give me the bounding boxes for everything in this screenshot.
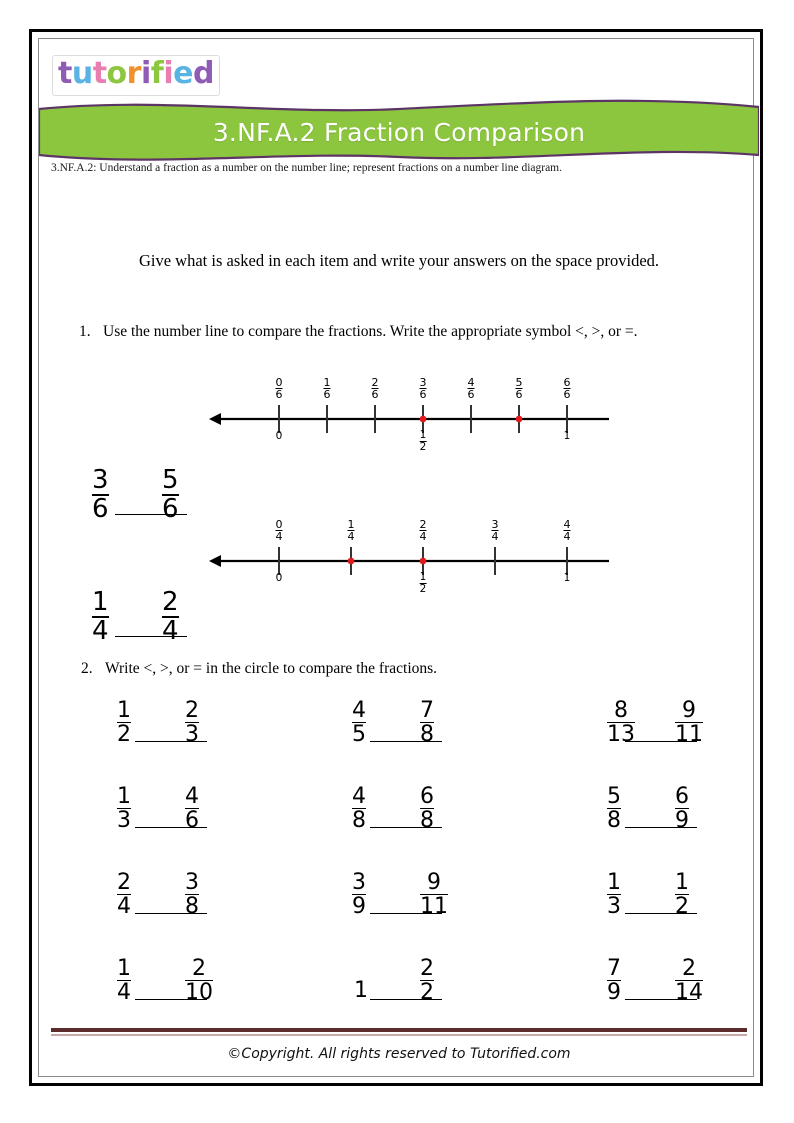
top-fraction-5-numerator: 5 <box>515 376 523 389</box>
item-right-fraction <box>675 785 689 832</box>
comparison-answer-blank[interactable] <box>370 827 442 828</box>
item-left-fraction <box>117 871 131 918</box>
top-fraction-1 <box>348 519 355 543</box>
numberline-top-label-0 <box>276 377 283 401</box>
top-fraction-2-denominator: 6 <box>371 388 379 402</box>
item-right-denominator: 9 <box>675 808 689 834</box>
top-fraction-3 <box>492 519 499 543</box>
logo-letter-7: i <box>163 56 174 91</box>
item-left-fraction <box>607 699 635 746</box>
numberline-answer-left-fraction <box>92 589 109 644</box>
top-fraction-2-numerator: 2 <box>371 376 379 389</box>
numberline-bottom-label-4: 1 <box>563 572 571 584</box>
comparison-item <box>109 957 309 1035</box>
number-line-sixths <box>149 375 599 475</box>
item-right-fraction <box>185 785 199 832</box>
numberline-bottom-label-2 <box>420 572 427 595</box>
item-right-numerator: 7 <box>420 698 434 723</box>
logo-letter-2: t <box>92 56 107 91</box>
item-left-denominator: 3 <box>607 894 621 920</box>
item-left-fraction <box>352 785 366 832</box>
numberline-top-label-2 <box>420 519 427 543</box>
bottom-fraction-2-numerator: 1 <box>419 571 427 583</box>
item-left-denominator: 5 <box>352 722 366 748</box>
item-right-numerator: 2 <box>185 698 199 723</box>
right-denominator: 6 <box>162 493 179 524</box>
top-fraction-0 <box>276 519 283 543</box>
top-fraction-1-numerator: 1 <box>347 518 355 531</box>
item-right-denominator: 8 <box>420 808 434 834</box>
item-right-numerator: 2 <box>420 956 434 981</box>
item-right-fraction <box>675 957 703 1004</box>
footer-copyright: ©Copyright. All rights reserved to Tutorified.com <box>227 1046 571 1062</box>
item-left-numerator: 4 <box>352 784 366 809</box>
numberline-top-label-4 <box>564 519 571 543</box>
item-right-numerator: 6 <box>675 784 689 809</box>
bottom-fraction-2 <box>420 572 427 595</box>
item-right-numerator: 6 <box>420 784 434 809</box>
comparison-answer-blank[interactable] <box>625 741 697 742</box>
item-right-numerator: 9 <box>682 698 696 723</box>
marked-point-1 <box>348 558 355 565</box>
item-right-denominator: 2 <box>420 980 434 1006</box>
top-fraction-0-denominator: 6 <box>275 388 283 402</box>
footer-bar-primary <box>51 1028 747 1032</box>
top-fraction-4 <box>564 519 571 543</box>
comparison-item <box>344 871 544 949</box>
numberline-answer-row-2 <box>57 589 277 649</box>
top-fraction-2-numerator: 2 <box>419 518 427 531</box>
item-right-fraction <box>185 699 199 746</box>
comparison-answer-blank[interactable] <box>370 999 442 1000</box>
item-right-fraction <box>675 871 689 918</box>
top-fraction-6-denominator: 6 <box>563 388 571 402</box>
question-2-number: 2. <box>81 660 93 677</box>
logo-letter-0: t <box>58 56 72 91</box>
bottom-fraction-3-denominator: 2 <box>419 440 427 453</box>
item-left-denominator: 13 <box>607 722 635 748</box>
top-fraction-5 <box>516 377 523 401</box>
item-left-numerator: 1 <box>117 784 131 809</box>
numberline-answer-left-fraction <box>92 467 109 522</box>
numberline-top-label-2 <box>372 377 379 401</box>
top-fraction-4-numerator: 4 <box>467 376 475 389</box>
comparison-item <box>344 785 544 863</box>
numberline-bottom-label-6: 1 <box>563 430 571 442</box>
numberline-bottom-label-0: 0 <box>275 572 283 584</box>
item-right-fraction <box>185 871 199 918</box>
item-right-fraction <box>675 699 703 746</box>
logo-letter-8: e <box>173 56 193 91</box>
comparison-items-grid <box>39 699 759 1059</box>
item-right-denominator: 6 <box>185 808 199 834</box>
comparison-answer-blank[interactable] <box>135 741 207 742</box>
item-right-fraction <box>185 957 213 1004</box>
number-line-axis <box>149 375 609 475</box>
marked-point-5 <box>516 416 523 423</box>
comparison-item <box>344 957 544 1035</box>
question-2-text: Write <, >, or = in the circle to compare the fractions. <box>105 660 438 677</box>
top-fraction-1 <box>324 377 331 401</box>
top-fraction-3 <box>420 377 427 401</box>
item-left-denominator: 4 <box>117 894 131 920</box>
item-right-fraction <box>420 871 448 918</box>
top-fraction-2 <box>372 377 379 401</box>
worksheet-inner-border <box>38 38 754 1077</box>
logo-letter-6: f <box>150 56 164 91</box>
worksheet-title: 3.NF.A.2 Fraction Comparison <box>212 117 586 147</box>
marked-point-3 <box>420 416 427 423</box>
item-right-numerator: 2 <box>682 956 696 981</box>
top-fraction-4 <box>468 377 475 401</box>
comparison-answer-blank[interactable] <box>625 827 697 828</box>
item-right-fraction <box>420 957 434 1004</box>
top-fraction-2 <box>420 519 427 543</box>
bottom-fraction-3 <box>420 430 427 453</box>
top-fraction-3-denominator: 4 <box>491 530 499 544</box>
item-right-numerator: 3 <box>185 870 199 895</box>
top-fraction-2-denominator: 4 <box>419 530 427 544</box>
top-fraction-4-denominator: 6 <box>467 388 475 402</box>
numberline-top-label-6 <box>564 377 571 401</box>
item-right-denominator: 10 <box>185 980 213 1006</box>
item-left-fraction <box>352 699 366 746</box>
item-left-denominator: 8 <box>607 808 621 834</box>
item-left-fraction <box>117 785 131 832</box>
item-left-numerator: 3 <box>352 870 366 895</box>
item-left-fraction <box>117 699 131 746</box>
item-left-denominator: 4 <box>117 980 131 1006</box>
item-left-fraction <box>607 871 621 918</box>
top-fraction-0 <box>276 377 283 401</box>
numberline-bottom-label-0: 0 <box>275 430 283 442</box>
footer-bar-accent <box>51 1034 747 1036</box>
top-fraction-1-denominator: 4 <box>347 530 355 544</box>
logo-letter-1: u <box>71 56 93 91</box>
numberline-top-label-4 <box>468 377 475 401</box>
comparison-item <box>599 699 794 777</box>
numberline-top-label-3 <box>420 377 427 401</box>
comparison-answer-blank[interactable] <box>370 741 442 742</box>
item-left-numerator: 1 <box>117 698 131 723</box>
item-left-numerator: 4 <box>352 698 366 723</box>
right-denominator: 4 <box>162 615 179 646</box>
item-right-denominator: 8 <box>185 894 199 920</box>
numberline-top-label-3 <box>492 519 499 543</box>
marked-point-2 <box>420 558 427 565</box>
title-banner <box>39 99 759 165</box>
top-fraction-6-numerator: 6 <box>563 376 571 389</box>
left-denominator: 6 <box>92 493 109 524</box>
item-left-numerator: 7 <box>607 956 621 981</box>
item-left-fraction <box>117 957 131 1004</box>
left-numerator: 3 <box>92 465 109 495</box>
question-1-number: 1. <box>79 323 91 340</box>
item-right-fraction <box>420 699 434 746</box>
item-right-fraction <box>420 785 434 832</box>
bottom-fraction-3-numerator: 1 <box>419 429 427 441</box>
item-right-denominator: 14 <box>675 980 703 1006</box>
top-fraction-0-denominator: 4 <box>275 530 283 544</box>
item-right-numerator: 1 <box>675 870 689 895</box>
item-right-numerator: 9 <box>427 870 441 895</box>
top-fraction-0-numerator: 0 <box>275 376 283 389</box>
logo-letter-5: i <box>140 56 151 91</box>
question-1-text: Use the number line to compare the fractions. Write the appropriate symbol <, >, or =. <box>103 323 638 340</box>
item-left-numerator: 8 <box>614 698 628 723</box>
standard-description: 3.NF.A.2: Understand a fraction as a number on the number line; represent fractions on a number line diagram. <box>51 162 562 174</box>
item-right-numerator: 4 <box>185 784 199 809</box>
comparison-answer-blank[interactable] <box>370 913 442 914</box>
item-left-numerator: 2 <box>117 870 131 895</box>
logo-letter-9: d <box>192 56 214 91</box>
logo-letter-3: o <box>106 56 127 91</box>
logo-letter-4: r <box>126 56 141 91</box>
item-left-fraction <box>607 785 621 832</box>
numberline-top-label-0 <box>276 519 283 543</box>
comparison-item <box>109 785 309 863</box>
comparison-item <box>599 785 794 863</box>
numberline-top-label-5 <box>516 377 523 401</box>
comparison-item <box>344 699 544 777</box>
tutorified-logo <box>52 55 220 96</box>
bottom-fraction-2-denominator: 2 <box>419 582 427 595</box>
item-left-denominator: 9 <box>352 894 366 920</box>
item-left-fraction <box>352 871 366 918</box>
comparison-answer-blank[interactable] <box>625 913 697 914</box>
top-fraction-4-denominator: 4 <box>563 530 571 544</box>
comparison-answer-blank[interactable] <box>135 827 207 828</box>
item-left-denominator: 9 <box>607 980 621 1006</box>
worksheet-page-border <box>29 29 763 1086</box>
comparison-answer-blank[interactable] <box>135 913 207 914</box>
comparison-item <box>109 699 309 777</box>
directions-text: Give what is asked in each item and write your answers on the space provided. <box>138 251 660 270</box>
top-fraction-1-numerator: 1 <box>323 376 331 389</box>
top-fraction-0-numerator: 0 <box>275 518 283 531</box>
item-left-whole-number: 1 <box>354 978 368 1003</box>
top-fraction-3-denominator: 6 <box>419 388 427 402</box>
item-left-fraction <box>607 957 621 1004</box>
numberline-top-label-1 <box>348 519 355 543</box>
top-fraction-6 <box>564 377 571 401</box>
numberline-bottom-label-3 <box>420 430 427 453</box>
item-left-denominator: 3 <box>117 808 131 834</box>
item-left-denominator: 8 <box>352 808 366 834</box>
comparison-item <box>599 871 794 949</box>
item-left-denominator: 2 <box>117 722 131 748</box>
top-fraction-5-denominator: 6 <box>515 388 523 402</box>
item-right-denominator: 2 <box>675 894 689 920</box>
right-numerator: 2 <box>162 587 179 617</box>
top-fraction-4-numerator: 4 <box>563 518 571 531</box>
top-fraction-1-denominator: 6 <box>323 388 331 402</box>
top-fraction-3-numerator: 3 <box>419 376 427 389</box>
item-left-numerator: 1 <box>117 956 131 981</box>
comparison-item <box>599 957 794 1035</box>
item-left-numerator: 5 <box>607 784 621 809</box>
comparison-answer-blank[interactable] <box>135 999 207 1000</box>
item-left-numerator: 1 <box>607 870 621 895</box>
comparison-item <box>109 871 309 949</box>
comparison-answer-blank[interactable] <box>115 636 187 637</box>
comparison-answer-blank[interactable] <box>625 999 697 1000</box>
item-right-numerator: 2 <box>192 956 206 981</box>
right-numerator: 5 <box>162 465 179 495</box>
comparison-answer-blank[interactable] <box>115 514 187 515</box>
item-right-denominator: 3 <box>185 722 199 748</box>
item-right-denominator: 11 <box>420 894 448 920</box>
item-right-denominator: 11 <box>675 722 703 748</box>
item-right-denominator: 8 <box>420 722 434 748</box>
numberline-top-label-1 <box>324 377 331 401</box>
left-denominator: 4 <box>92 615 109 646</box>
left-numerator: 1 <box>92 587 109 617</box>
top-fraction-3-numerator: 3 <box>491 518 499 531</box>
